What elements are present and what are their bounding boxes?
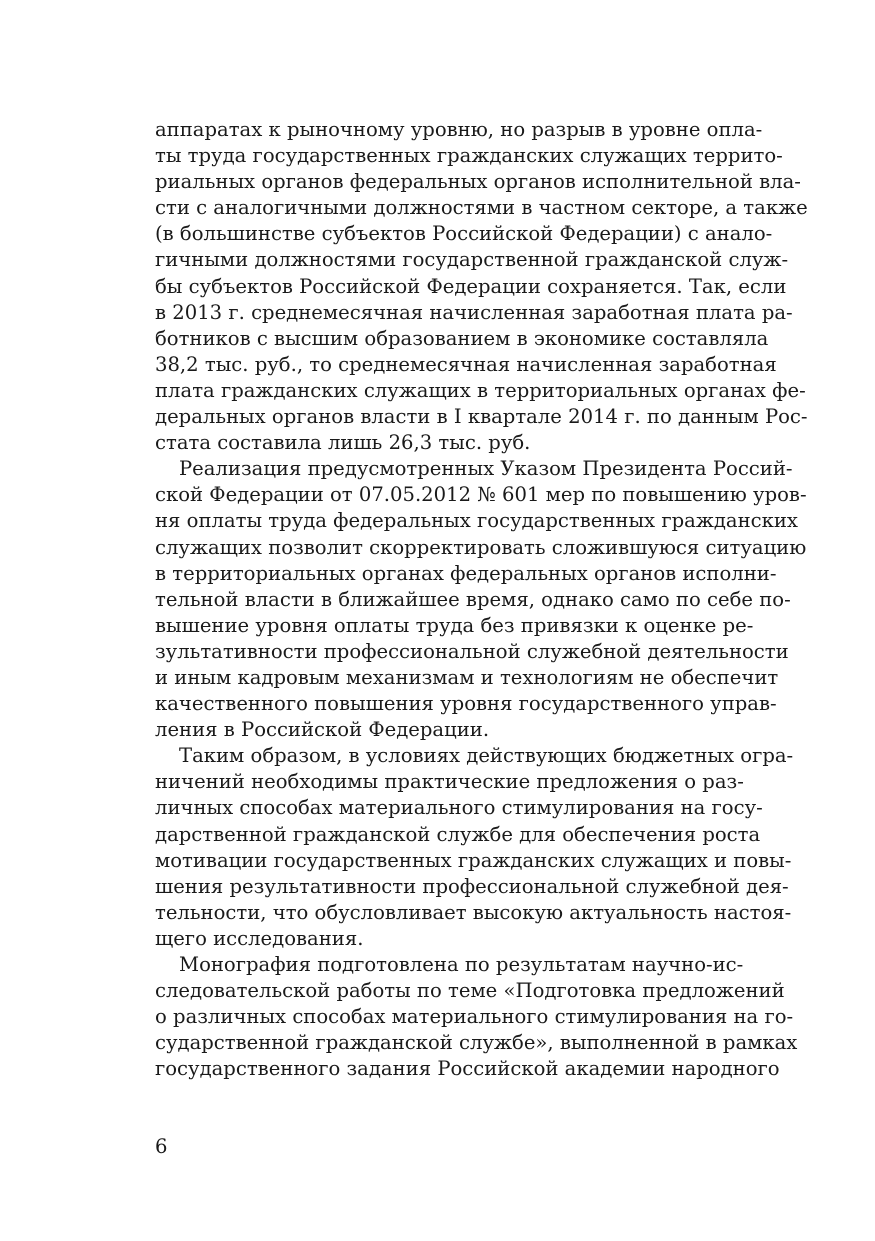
text-line: ничений необходимы практические предложения о раз- — [155, 770, 744, 794]
text-line: Реализация предусмотренных Указом Президента Россий- — [179, 457, 793, 481]
text-line: зультативности профессиональной служебной деятельности — [155, 639, 789, 663]
text-line: тельной власти в ближайшее время, однако само по себе по- — [155, 587, 791, 611]
text-line: следовательской работы по теме «Подготовка предложений — [155, 979, 785, 1003]
text-line: ты труда государственных гражданских служащих террито- — [155, 144, 783, 168]
text-line: плата гражданских служащих в территориальных органах фе- — [155, 378, 806, 402]
text-line: 38,2 тыс. руб., то среднемесячная начисленная заработная — [155, 352, 777, 376]
text-line: мотивации государственных гражданских служащих и повы- — [155, 848, 792, 872]
text-line: ления в Российской Федерации. — [155, 718, 490, 742]
text-line: тельности, что обусловливает высокую актуальность настоя- — [155, 900, 792, 924]
text-line: и иным кадровым механизмам и технологиям не обеспечит — [155, 665, 779, 689]
text-line: сударственной гражданской службе», выполненной в рамках — [155, 1031, 798, 1055]
paragraph-1 — [155, 117, 808, 456]
text-line: качественного повышения уровня государственного управ- — [155, 692, 777, 716]
text-line: ботников с высшим образованием в экономике составляла — [155, 326, 769, 350]
text-line: Монография подготовлена по результатам научно-ис- — [179, 953, 744, 976]
text-line: ня оплаты труда федеральных государственных гражданских — [155, 509, 798, 533]
paragraph-4 — [155, 952, 798, 1082]
text-line: (в большинстве субъектов Российской Федерации) с анало- — [155, 222, 773, 246]
text-line: ской Федерации от 07.05.2012 № 601 мер по повышению уров- — [155, 483, 807, 507]
paragraph-2 — [155, 456, 807, 743]
text-line: Таким образом, в условиях действующих бюджетных огра- — [179, 744, 794, 768]
text-line: государственного задания Российской академии народного — [155, 1057, 780, 1081]
text-line: бы субъектов Российской Федерации сохраняется. Так, если — [155, 274, 787, 298]
text-line: в 2013 г. среднемесячная начисленная заработная плата ра- — [155, 300, 793, 324]
text-line: личных способах материального стимулирования на госу- — [155, 796, 763, 820]
body-text — [155, 117, 808, 1082]
text-line: аппаратах к рыночному уровню, но разрыв в уровне опла- — [155, 118, 763, 141]
text-line: в территориальных органах федеральных органов исполни- — [155, 561, 777, 585]
text-line: дарственной гражданской службе для обеспечения роста — [155, 822, 761, 846]
text-line: сти с аналогичными должностями в частном секторе, а также — [155, 196, 808, 220]
text-line: о различных способах материального стимулирования на го- — [155, 1005, 794, 1029]
text-line: деральных органов власти в I квартале 2014 г. по данным Рос- — [155, 405, 808, 429]
page-number: 6 — [155, 1135, 168, 1158]
text-line: вышение уровня оплаты труда без привязки к оценке ре- — [155, 613, 754, 637]
text-line: шения результативности профессиональной служебной дея- — [155, 874, 789, 898]
text-line: стата составила лишь 26,3 тыс. руб. — [155, 431, 531, 455]
paragraph-3 — [155, 743, 794, 952]
text-line: риальных органов федеральных органов исполнительной вла- — [155, 170, 801, 194]
text-line: служащих позволит скорректировать сложившуюся ситуацию — [155, 535, 807, 559]
text-line: гичными должностями государственной гражданской служ- — [155, 248, 789, 272]
text-line: щего исследования. — [155, 926, 364, 950]
